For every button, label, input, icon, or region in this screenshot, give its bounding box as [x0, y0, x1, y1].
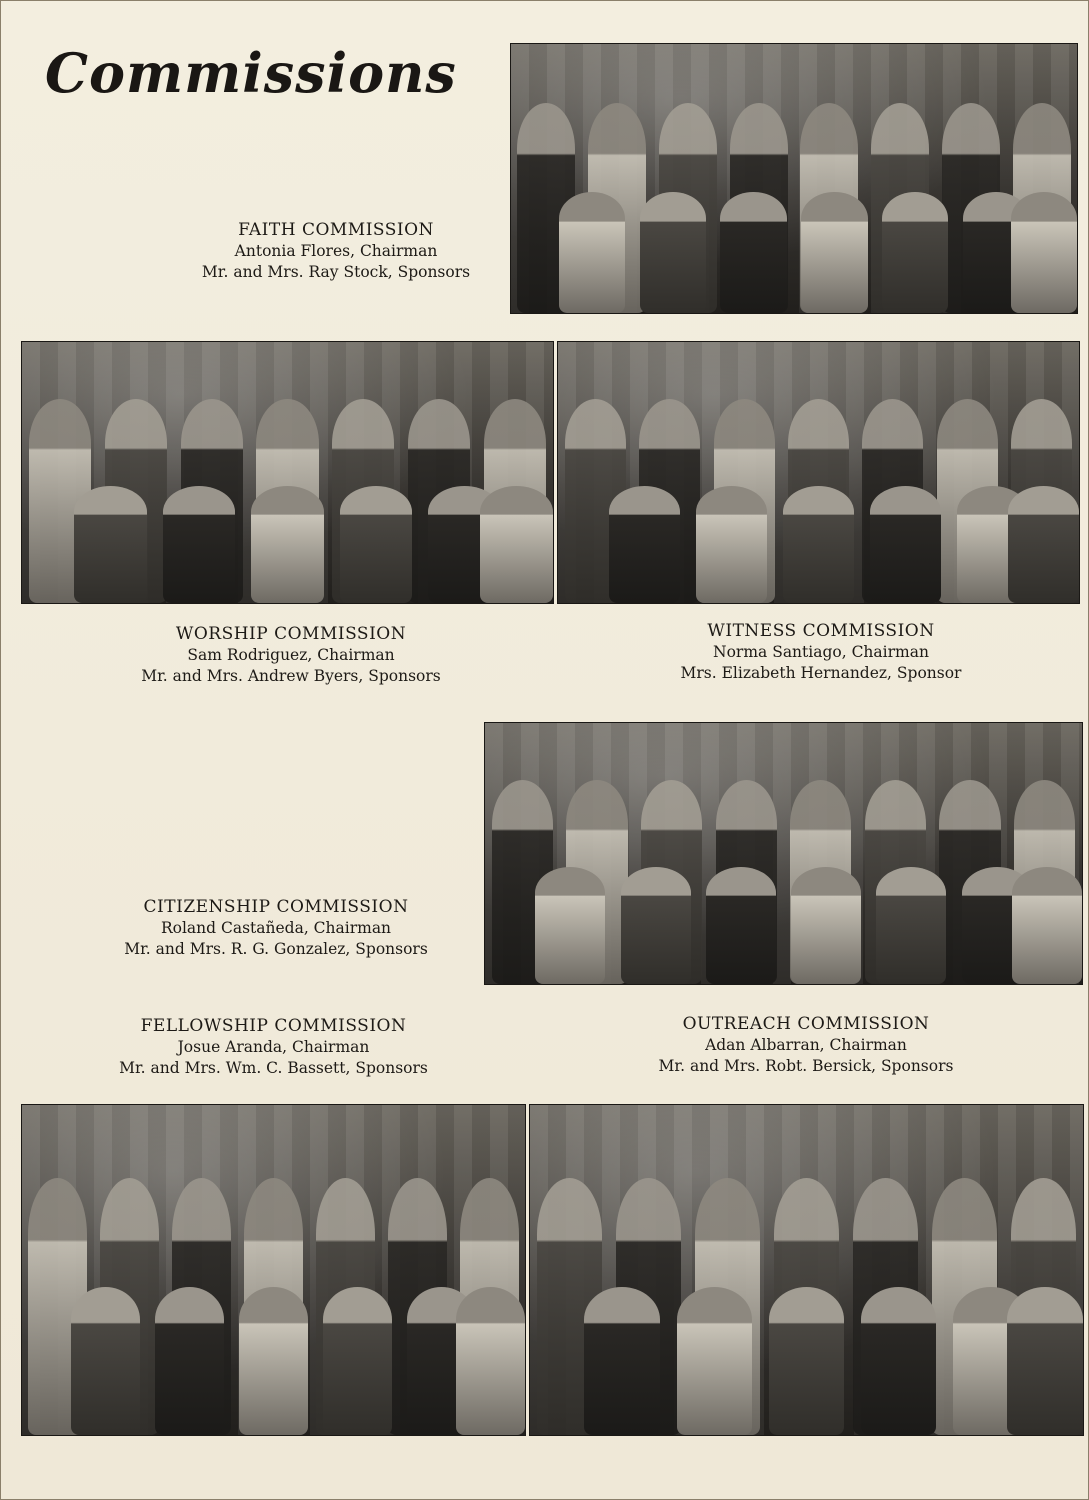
commission-sponsors: Mrs. Elizabeth Hernandez, Sponsor	[680, 664, 962, 682]
commission-name: CITIZENSHIP COMMISSION	[143, 897, 409, 917]
photo-figure	[584, 1287, 660, 1436]
commission-chairman: Norma Santiago, Chairman	[713, 643, 929, 661]
photo-figure	[74, 486, 147, 603]
photo-figure	[677, 1287, 753, 1436]
photo-figure	[163, 486, 236, 603]
photo-figure	[1007, 1287, 1083, 1436]
photo-figure	[535, 867, 605, 984]
worship-commission-caption	[81, 624, 501, 687]
worship-commission-photo	[21, 341, 554, 604]
photo-figure	[801, 192, 867, 313]
commission-chairman: Roland Castañeda, Chairman	[160, 919, 392, 937]
photo-figure	[706, 867, 776, 984]
photo-figure	[1008, 486, 1079, 603]
commission-chairman: Antonia Flores, Chairman	[234, 242, 438, 260]
photo-figure	[870, 486, 941, 603]
fellowship-commission-caption	[71, 1016, 476, 1079]
commission-sponsors: Mr. and Mrs. Andrew Byers, Sponsors	[141, 667, 441, 685]
photo-figure	[876, 867, 946, 984]
photo-figure	[1012, 867, 1082, 984]
photo-figure	[251, 486, 324, 603]
fellowship-commission-photo	[21, 1104, 526, 1436]
photo-figure	[696, 486, 767, 603]
photo-figure	[323, 1287, 392, 1436]
commission-name: OUTREACH COMMISSION	[682, 1014, 930, 1034]
photo-figure	[456, 1287, 525, 1436]
commission-name: WORSHIP COMMISSION	[175, 624, 407, 644]
citizenship-commission-caption	[71, 897, 481, 960]
photo-figure	[155, 1287, 224, 1436]
photo-figure	[559, 192, 625, 313]
commission-chairman: Josue Aranda, Chairman	[177, 1038, 370, 1056]
commission-name: FELLOWSHIP COMMISSION	[140, 1016, 407, 1036]
photo-figure	[1011, 192, 1077, 313]
photo-figure	[783, 486, 854, 603]
photo-figure	[621, 867, 691, 984]
outreach-commission-photo	[529, 1104, 1084, 1436]
outreach-commission-caption	[601, 1014, 1011, 1077]
commission-name: WITNESS COMMISSION	[707, 621, 935, 641]
page-title: Commissions	[45, 41, 457, 105]
photo-figure	[480, 486, 553, 603]
photo-figure	[640, 192, 706, 313]
commission-sponsors: Mr. and Mrs. Wm. C. Bassett, Sponsors	[119, 1059, 428, 1077]
faith-commission-caption	[141, 220, 531, 283]
photo-figure	[882, 192, 948, 313]
faith-commission-photo	[510, 43, 1078, 314]
photo-figure	[791, 867, 861, 984]
witness-commission-photo	[557, 341, 1080, 604]
photo-figure	[609, 486, 680, 603]
commission-chairman: Adan Albarran, Chairman	[705, 1036, 907, 1054]
commission-chairman: Sam Rodriguez, Chairman	[187, 646, 395, 664]
photo-figure	[239, 1287, 308, 1436]
commission-sponsors: Mr. and Mrs. Ray Stock, Sponsors	[201, 263, 471, 281]
photo-figure	[861, 1287, 937, 1436]
commission-sponsors: Mr. and Mrs. R. G. Gonzalez, Sponsors	[124, 940, 428, 958]
commission-name: FAITH COMMISSION	[238, 220, 434, 240]
citizenship-commission-photo	[484, 722, 1083, 985]
photo-figure	[71, 1287, 140, 1436]
commission-sponsors: Mr. and Mrs. Robt. Bersick, Sponsors	[658, 1057, 954, 1075]
photo-figure	[340, 486, 413, 603]
photo-figure	[769, 1287, 845, 1436]
photo-figure	[720, 192, 786, 313]
witness-commission-caption	[611, 621, 1031, 684]
